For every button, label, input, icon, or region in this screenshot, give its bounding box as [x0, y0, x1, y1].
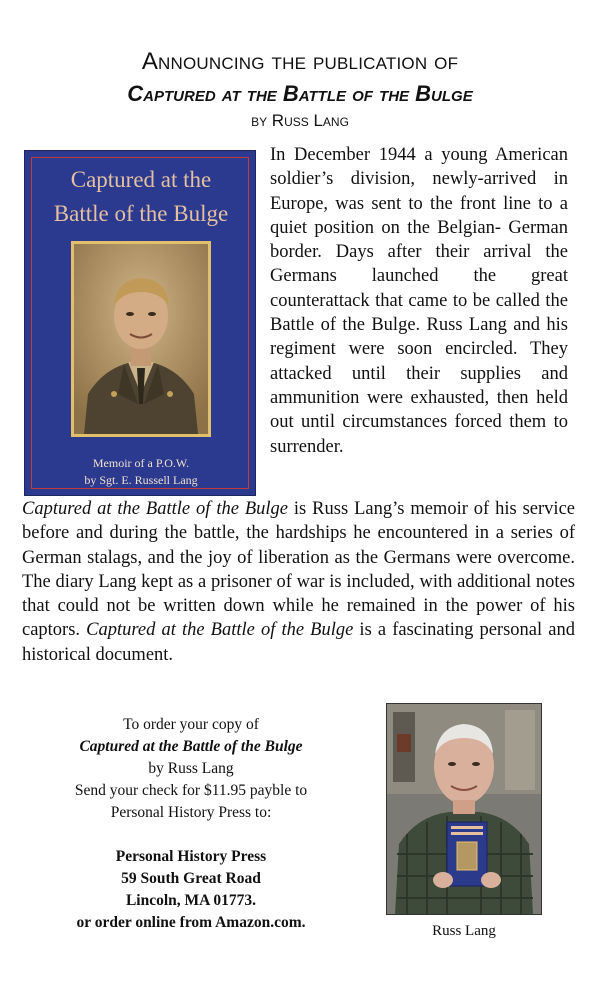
address-name: Personal History Press: [115, 848, 267, 865]
cover-subtitle-line2: by Sgt. E. Russell Lang: [84, 473, 198, 487]
heading-book-title: Captured at the Battle of the Bulge: [127, 81, 473, 106]
intro-paragraph: In December 1944 a young American soldier’s division, newly-arrived in Europe, was sent to the front line to a quiet position on the Belgian- German border. Days after their arrival the Germans launched the great counterattack that came to be called the Battle of the Bulge. Russ Lang and his regiment were soon encircled. They attacked until their supplies and ammunition were exhausted, then held out until circumstances forced them to surrender.: [270, 145, 568, 457]
soldier-portrait-image: [74, 244, 208, 434]
address-city: Lincoln, MA 01773.: [125, 892, 257, 909]
description-paragraph: [22, 497, 575, 667]
order-info: [36, 714, 346, 934]
cover-title-line1: Captured at the: [70, 167, 212, 192]
order-price-line: Send your check for $11.95 payble to: [74, 782, 308, 799]
order-byline: by Russ Lang: [148, 760, 234, 777]
cover-soldier-portrait: [71, 241, 211, 437]
heading-byline: by Russ Lang: [251, 111, 349, 130]
order-book-title: Captured at the Battle of the Bulge: [79, 738, 303, 755]
mailing-address: [36, 846, 346, 934]
book-cover: [24, 150, 256, 496]
description-text-1: is Russ Lang’s memoir of his service before and during the battle, the hardships he encountered in a series of German stalags, and the joy of liberation as the Germans were overcome. The diary Lang kept as a prisoner of war is included, with additional notes that could not be written down while he remained in the power of his captors.: [22, 499, 575, 641]
online-order-line: or order online from Amazon.com.: [76, 914, 306, 931]
cover-title: [25, 163, 257, 231]
author-photo-caption: Russ Lang: [432, 923, 496, 939]
description-text-2: is a fascinating personal and historical document.: [22, 620, 575, 665]
book-title-italic: Captured at the Battle of the Bulge: [22, 499, 288, 519]
cover-subtitle-line1: Memoir of a P.O.W.: [92, 456, 190, 470]
author-photo: [386, 703, 542, 915]
book-title-italic: Captured at the Battle of the Bulge: [86, 620, 354, 641]
address-street: 59 South Great Road: [121, 870, 261, 887]
author-photo-image: [387, 704, 541, 914]
cover-title-line2: Battle of the Bulge: [53, 201, 229, 226]
cover-subtitle: [25, 455, 257, 489]
order-payee-line: Personal History Press to:: [110, 804, 272, 821]
heading-announcement: Announcing the publication of: [141, 48, 459, 75]
order-line-1: To order your copy of: [123, 716, 259, 733]
